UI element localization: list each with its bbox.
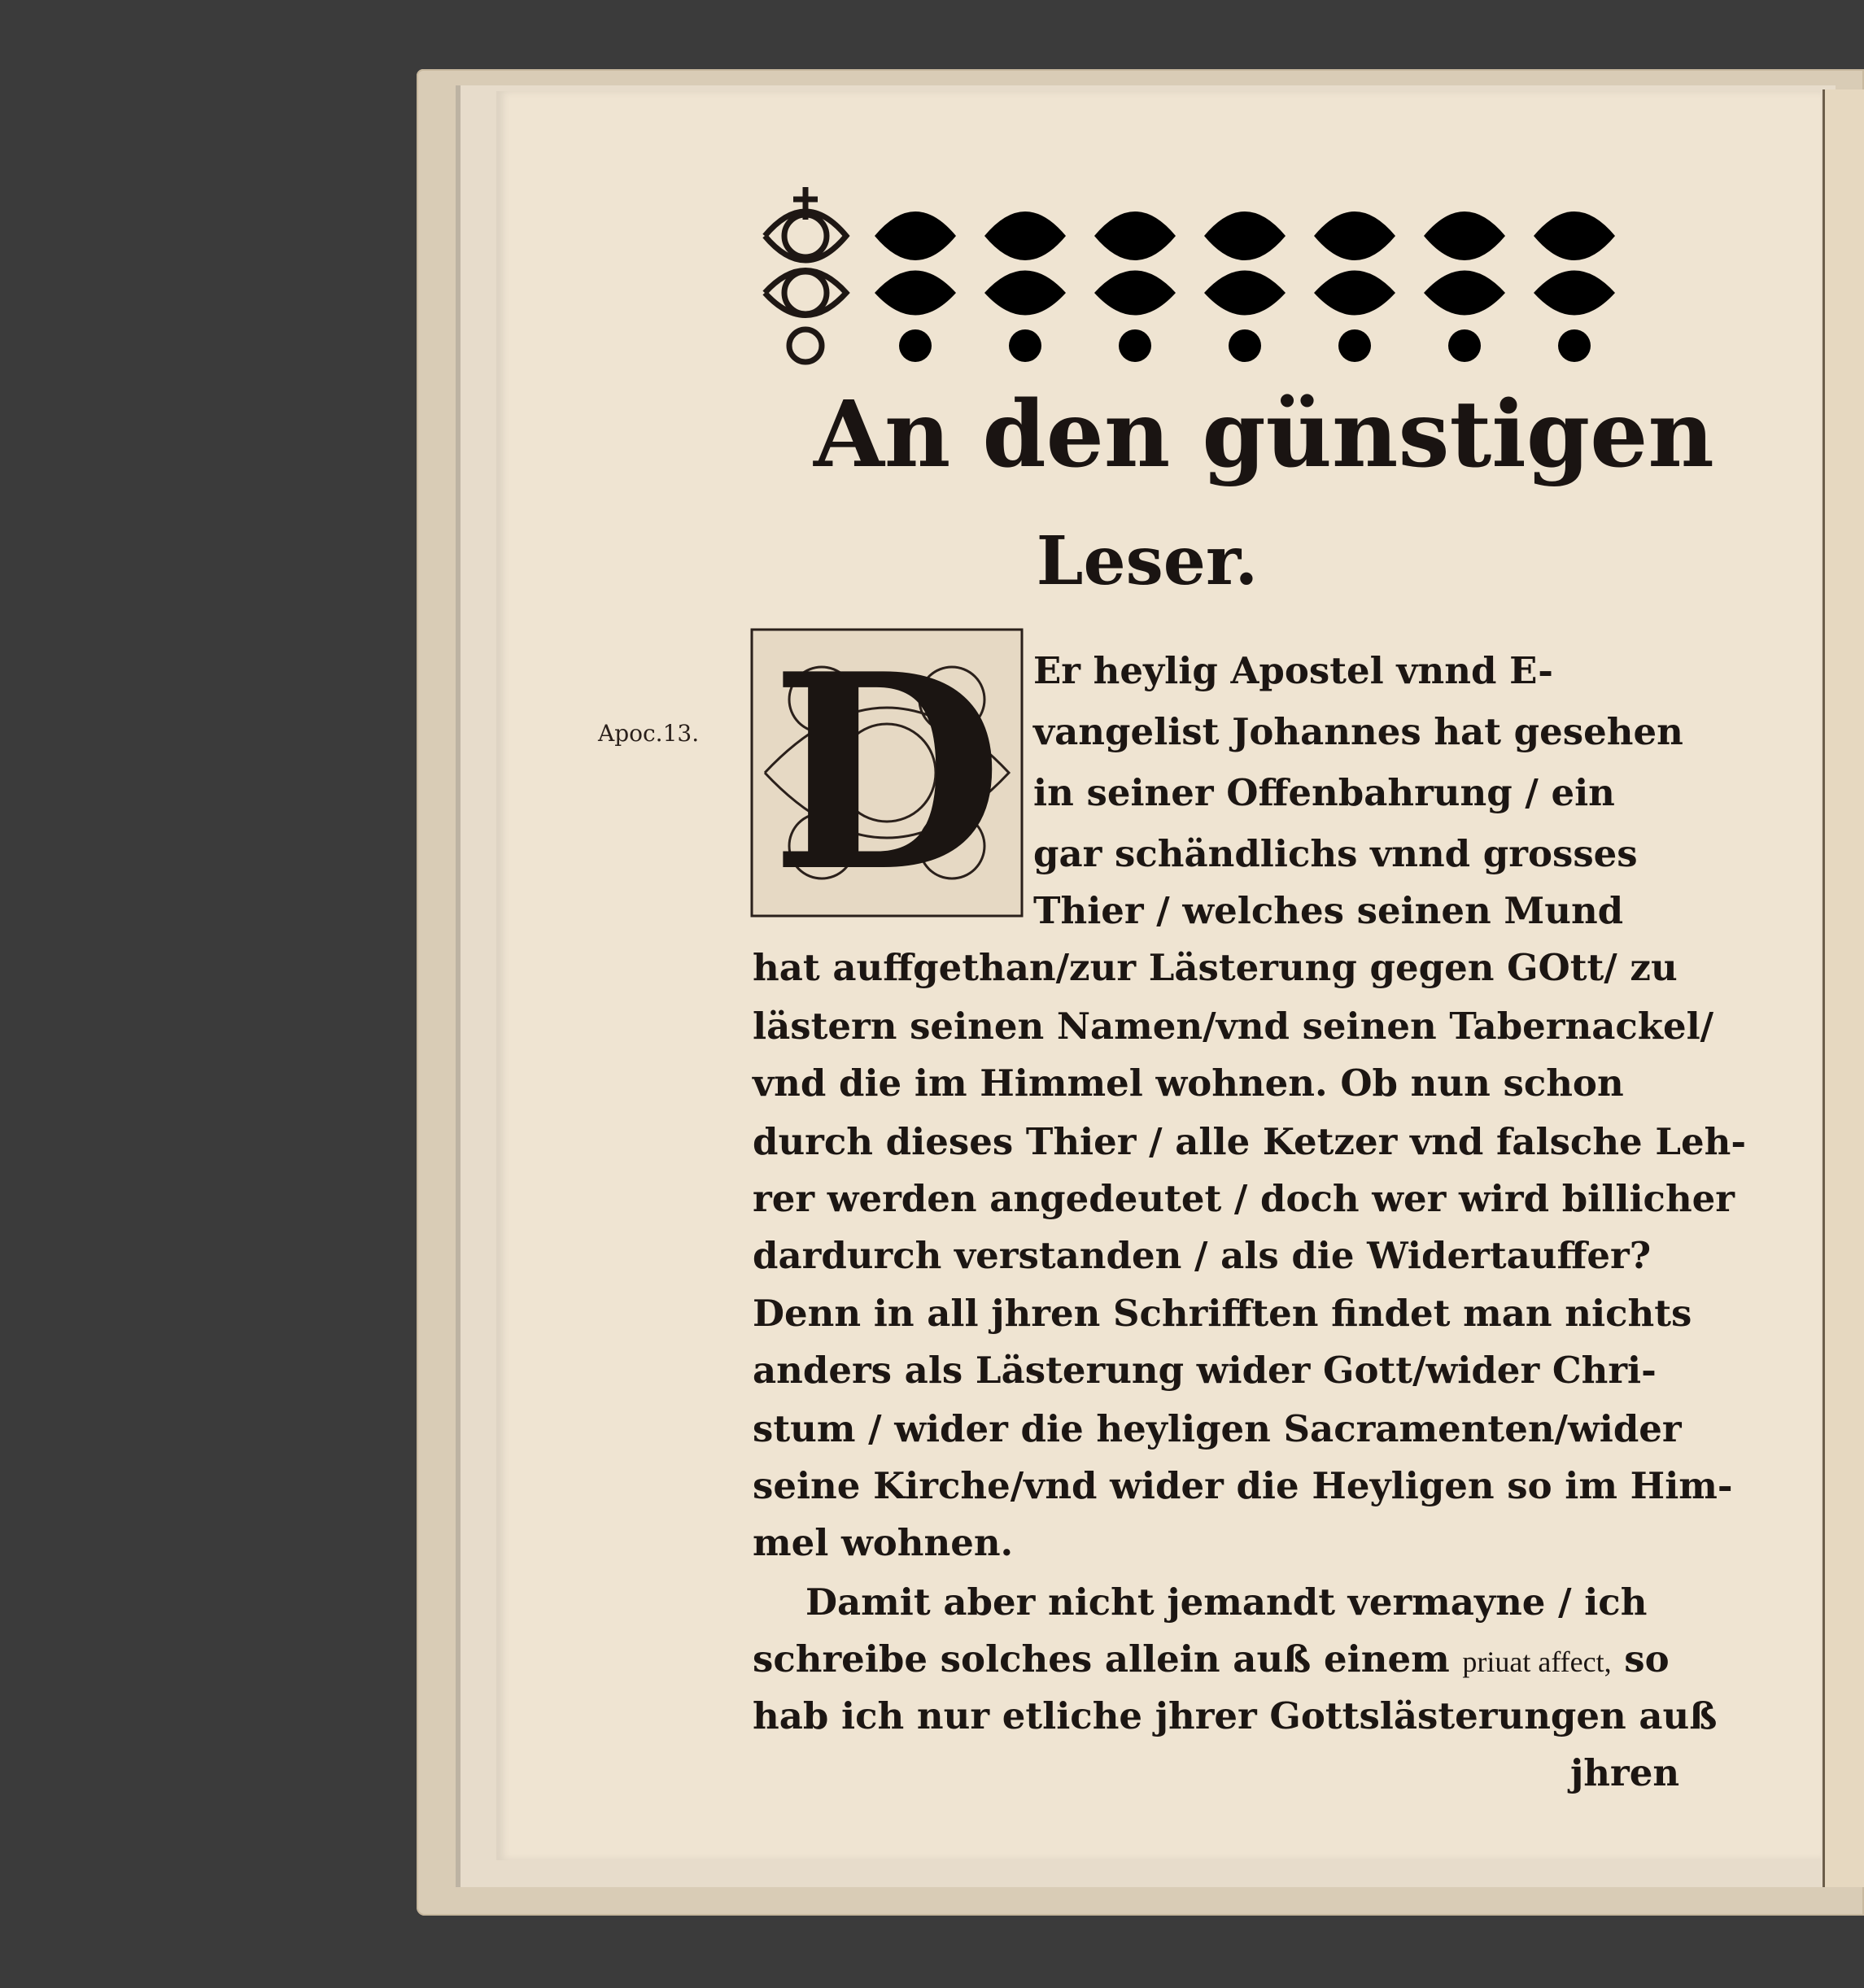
text-line: dardurch verstanden / als die Widertauffer? (753, 1234, 1652, 1277)
text-line: hat auffgethan/zur Lästerung gegen GOtt/ zu (753, 946, 1678, 989)
page-title: An den günstigen (814, 381, 1714, 488)
text-line: anders als Lästerung wider Gott/wider Chri- (753, 1349, 1657, 1392)
text-line: Denn in all jhren Schrifften findet man nichts (753, 1292, 1692, 1335)
text-line: stum / wider die heyligen Sacramenten/wider (753, 1407, 1682, 1450)
text-line: vnd die im Himmel wohnen. Ob nun schon (753, 1062, 1624, 1105)
text-line: durch dieses Thier / alle Ketzer vnd falsche Leh- (753, 1120, 1746, 1163)
text-line: hab ich nur etliche jhrer Gottslästerungen auß (753, 1694, 1718, 1737)
text-line-with-latin (753, 1635, 1676, 1686)
catchword: jhren (1570, 1751, 1680, 1794)
text-line: rer werden angedeutet / doch wer wird billicher (753, 1177, 1735, 1220)
initial-letter: D (770, 615, 1004, 931)
text-line: seine Kirche/vnd wider die Heyligen so im Him- (753, 1464, 1733, 1507)
ornament-band (749, 171, 1660, 384)
text-line: lästern seinen Namen/vnd seinen Tabernackel/ (753, 1005, 1714, 1048)
text-line: gar schändlichs vnnd grosses (1033, 832, 1638, 875)
text-fragment: so (1611, 1637, 1670, 1681)
facing-page-edge (1823, 89, 1864, 1887)
text-line: in seiner Offenbahrung / ein (1033, 771, 1615, 814)
latin-phrase: priuat affect, (1462, 1646, 1612, 1678)
text-line: Thier / welches seinen Mund (1033, 889, 1624, 932)
margin-note: Apoc.13. (598, 720, 700, 747)
text-line: Er heylig Apostel vnnd E- (1033, 649, 1553, 692)
page-subtitle: Leser. (1036, 522, 1259, 600)
decorated-initial (749, 615, 1025, 931)
text-line: mel wohnen. (753, 1521, 1014, 1564)
text-line: vangelist Johannes hat gesehen (1033, 710, 1683, 753)
text-line: Damit aber nicht jemandt vermayne / ich (805, 1580, 1648, 1624)
text-fragment: schreibe solches allein auß einem (753, 1637, 1450, 1681)
